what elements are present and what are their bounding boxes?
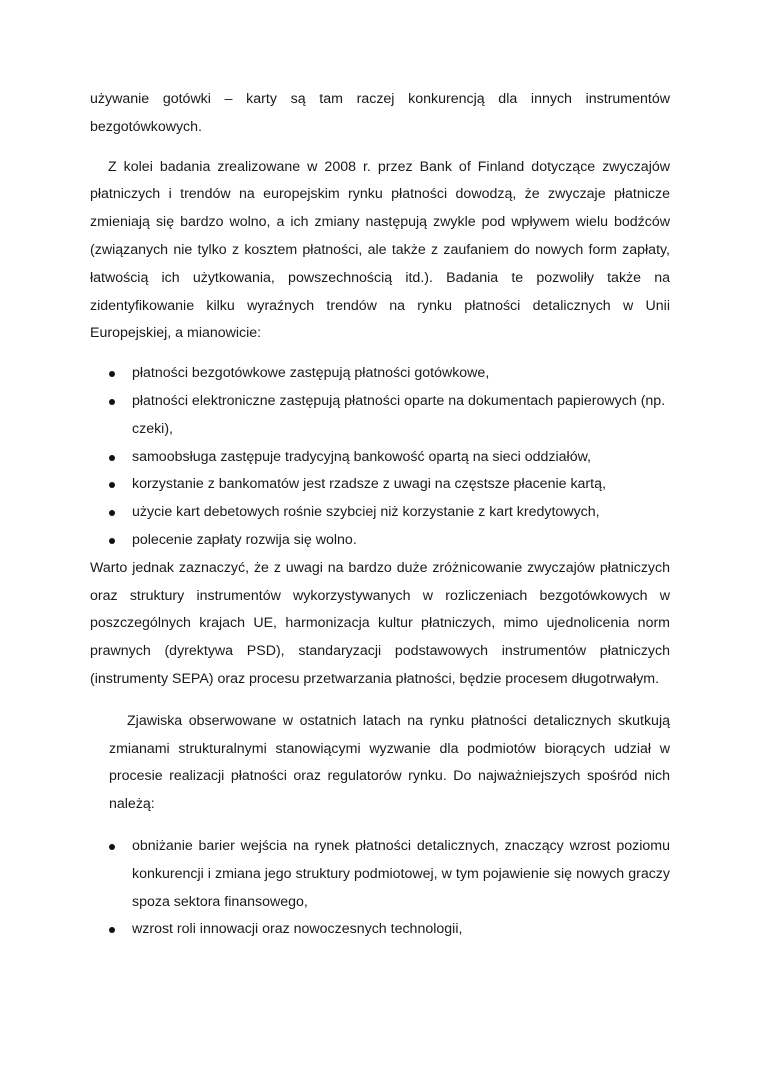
bullet-icon bbox=[109, 482, 115, 488]
bullet-icon bbox=[109, 844, 115, 850]
challenges-list bbox=[90, 833, 670, 944]
list-item: płatności bezgotówkowe zastępują płatności gotówkowe, bbox=[90, 360, 670, 388]
list-item: obniżanie barier wejścia na rynek płatności detalicznych, znaczący wzrost poziomu konkurencji i zmiana jego struktury podmiotowej, w tym pojawienie się nowych graczy spoza sektora finansowego, bbox=[90, 833, 670, 916]
paragraph-bank-of-finland-study: Z kolei badania zrealizowane w 2008 r. przez Bank of Finland dotyczące zwyczajów płatniczych i trendów na europejskim rynku płatności dowodzą, że zwyczaje płatnicze zmieniają się bardzo wolno, a ich zmiany następują zwykle pod wpływem wielu bodźców (związanych nie tylko z kosztem płatności, ale także z zaufaniem do nowych form zapłaty, łatwością ich użytkowania, powszechnością itd.). Badania te pozwoliły także na zidentyfikowanie kilku wyraźnych trendów na rynku płatności detalicznych w Unii Europejskiej, a mianowicie: bbox=[90, 158, 670, 342]
paragraph-structural-changes: Zjawiska obserwowane w ostatnich latach na rynku płatności detalicznych skutkują zmianami strukturalnymi stanowiącymi wyzwanie dla podmiotów biorących udział w procesie realizacji płatności oraz regulatorów rynku. Do najważniejszych spośród nich należą: bbox=[109, 712, 670, 813]
trends-list bbox=[90, 360, 670, 555]
list-item: polecenie zapłaty rozwija się wolno. bbox=[90, 527, 670, 555]
list-item: wzrost roli innowacji oraz nowoczesnych technologii, bbox=[90, 916, 670, 944]
list-item: płatności elektroniczne zastępują płatności oparte na dokumentach papierowych (np. czeki), bbox=[90, 388, 670, 444]
bullet-icon bbox=[109, 538, 115, 544]
bullet-icon bbox=[109, 371, 115, 377]
list-item: samoobsługa zastępuje tradycyjną bankowość opartą na sieci oddziałów, bbox=[90, 444, 670, 472]
list-item: użycie kart debetowych rośnie szybciej niż korzystanie z kart kredytowych, bbox=[90, 499, 670, 527]
paragraph-cash-usage: używanie gotówki – karty są tam raczej konkurencją dla innych instrumentów bezgotówkowych. bbox=[90, 91, 670, 135]
paragraph-harmonization: Warto jednak zaznaczyć, że z uwagi na bardzo duże zróżnicowanie zwyczajów płatniczych oraz struktury instrumentów wykorzystywanych w rozliczeniach bezgotówkowych w poszczególnych krajach UE, harmonizacja kultur płatniczych, mimo ujednolicenia norm prawnych (dyrektywa PSD), standaryzacji podstawowych instrumentów płatniczych (instrumenty SEPA) oraz procesu przetwarzania płatności, będzie procesem długotrwałym. bbox=[90, 559, 670, 687]
bullet-icon bbox=[109, 399, 115, 405]
bullet-icon bbox=[109, 927, 115, 933]
list-item: korzystanie z bankomatów jest rzadsze z uwagi na częstsze płacenie kartą, bbox=[90, 471, 670, 499]
document-page bbox=[90, 86, 670, 944]
bullet-icon bbox=[109, 510, 115, 516]
bullet-icon bbox=[109, 455, 115, 461]
